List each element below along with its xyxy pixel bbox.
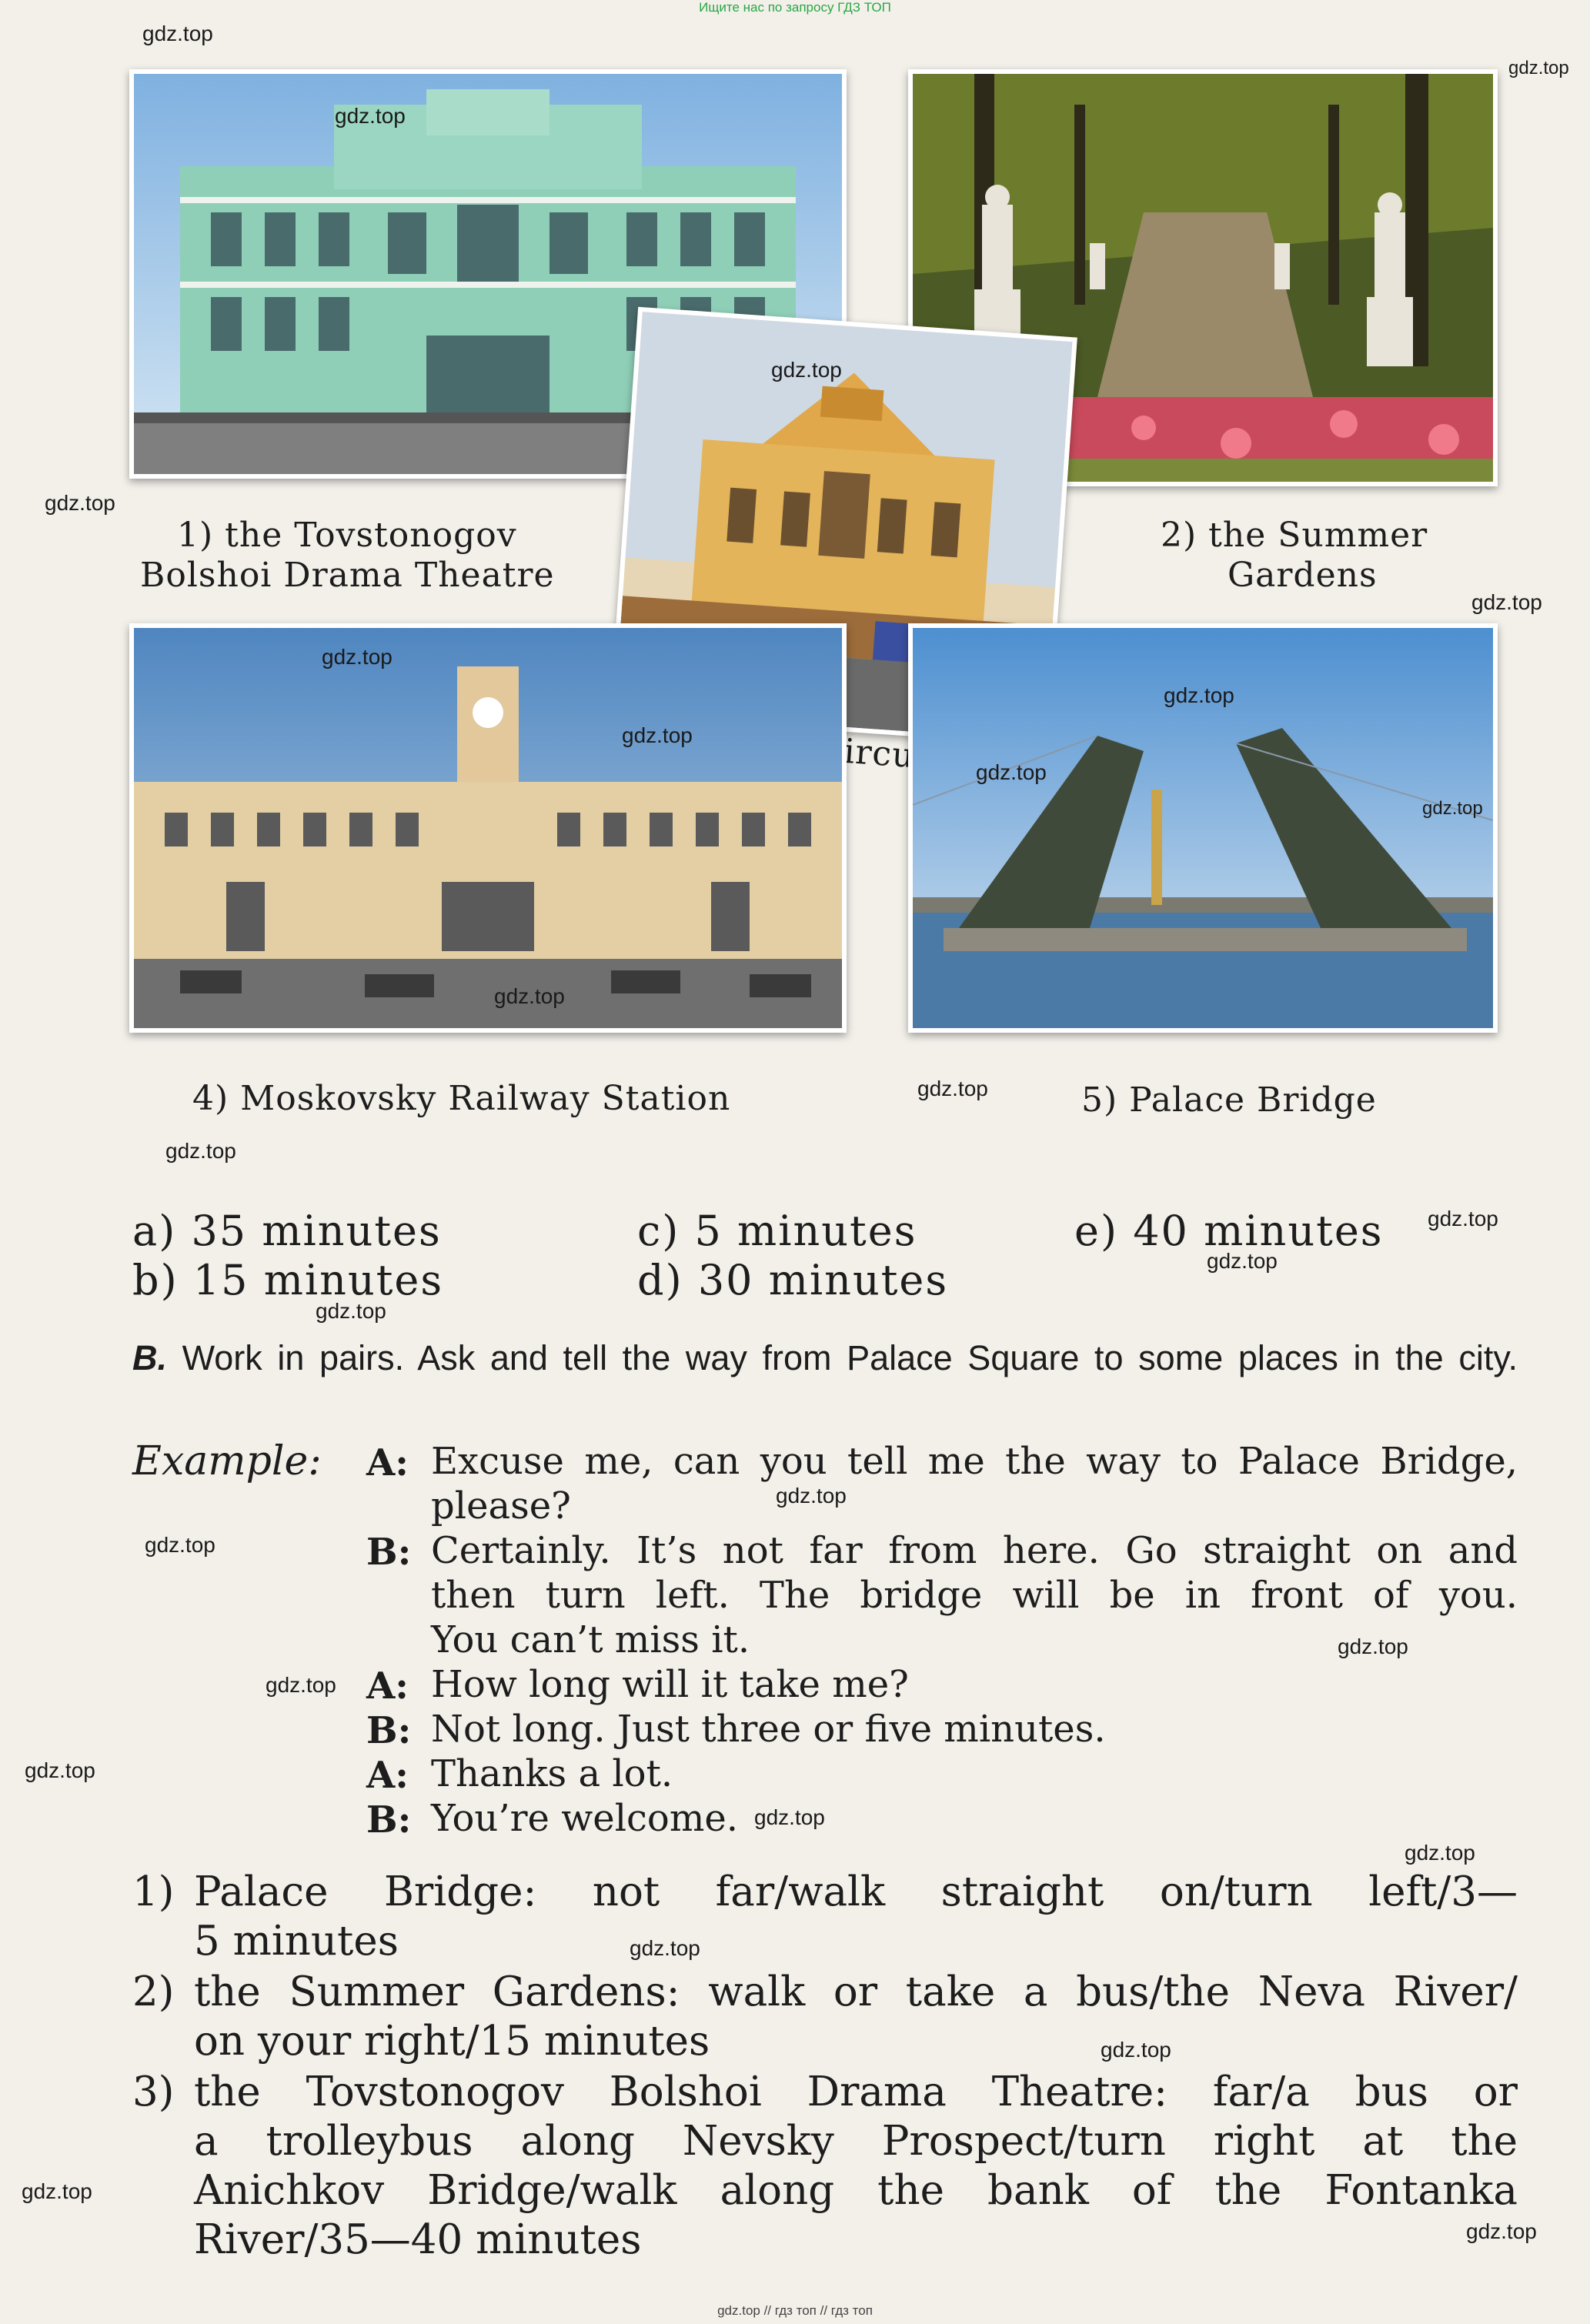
task-b-text: Work in pairs. Ask and tell the way from Palace Square to some places in the city. (182, 1338, 1518, 1377)
dialogue-line: You can’t miss it. (431, 1618, 750, 1661)
option-c: c) 5 minutes (637, 1207, 917, 1255)
photo-caption: Gardens (1228, 556, 1378, 595)
speaker: A: (366, 1754, 409, 1797)
watermark: gdz.top (1466, 2219, 1537, 2243)
item-text: Anichkov Bridge/walk along the bank of the Fontanka (194, 2167, 1518, 2214)
watermark: gdz.top (1338, 1634, 1408, 1658)
speaker: A: (366, 1665, 409, 1708)
dialogue-line: please? (431, 1484, 571, 1528)
dialogue-line: then turn left. The bridge will be in front of you. (431, 1574, 1518, 1617)
speaker: B: (366, 1798, 412, 1842)
watermark: gdz.top (1422, 798, 1483, 819)
option-b: b) 15 minutes (132, 1256, 444, 1304)
watermark: gdz.top (754, 1805, 825, 1829)
watermark: gdz.top (622, 723, 693, 747)
watermark: gdz.top (45, 491, 115, 515)
option-d: d) 30 minutes (637, 1256, 949, 1304)
option-e: e) 40 minutes (1074, 1207, 1384, 1255)
speaker: A: (366, 1441, 409, 1484)
task-b (132, 1337, 1518, 1379)
task-b-label: B. (132, 1338, 167, 1377)
photo-caption: Palace Bridge (1129, 1080, 1377, 1120)
watermark: gdz.top (1405, 1841, 1475, 1865)
item-text: a trolleybus along Nevsky Prospect/turn right at the (194, 2118, 1518, 2165)
item-text: the Summer Gardens: walk or take a bus/the Neva River/ (194, 1968, 1518, 2015)
search-hint: Ищите нас по запросу ГДЗ ТОП (699, 0, 891, 15)
dialogue-line: You’re welcome. (431, 1797, 738, 1840)
item-number: 1) (132, 1868, 175, 1915)
watermark: gdz.top (1428, 1207, 1498, 1230)
watermark: gdz.top (25, 1758, 95, 1782)
footer-note: gdz.top // гдз топ // гдз топ (717, 2303, 873, 2318)
photo-caption: Moskovsky Railway Station (240, 1079, 731, 1118)
watermark: gdz.top (1508, 58, 1569, 78)
item-text: the Tovstonogov Bolshoi Drama Theatre: far/a bus or (194, 2069, 1518, 2115)
item-text: 5 minutes (194, 1918, 399, 1965)
watermark: gdz.top (771, 358, 842, 382)
watermark: gdz.top (1164, 683, 1234, 707)
watermark: gdz.top (976, 760, 1047, 784)
watermark: gdz.top (22, 2179, 92, 2203)
photo-number: 4) (192, 1079, 229, 1118)
speaker: B: (366, 1531, 412, 1574)
dialogue-line: How long will it take me? (431, 1663, 909, 1706)
photo-number: 1) (177, 516, 214, 555)
watermark: gdz.top (266, 1673, 336, 1697)
dialogue-line: Certainly. It’s not far from here. Go straight on and (431, 1529, 1518, 1572)
item-text: Palace Bridge: not far/walk straight on/turn left/3— (194, 1868, 1518, 1915)
watermark: gdz.top (145, 1533, 215, 1557)
watermark: gdz.top (322, 645, 392, 669)
photo-number: 5) (1081, 1080, 1118, 1120)
photo-caption: the Tovstonogov (225, 516, 517, 555)
watermark: gdz.top (1101, 2038, 1171, 2062)
photo-number: 2) (1161, 516, 1198, 555)
watermark: gdz.top (1471, 590, 1542, 614)
dialogue-line: Excuse me, can you tell me the way to Palace Bridge, (431, 1440, 1518, 1483)
option-a: a) 35 minutes (132, 1207, 442, 1255)
watermark: gdz.top (917, 1077, 988, 1100)
watermark: gdz.top (165, 1139, 236, 1163)
photo-caption: Bolshoi Drama Theatre (140, 556, 555, 595)
dialogue-line: Thanks a lot. (431, 1752, 673, 1795)
watermark: gdz.top (630, 1936, 700, 1960)
watermark: gdz.top (1207, 1249, 1278, 1273)
item-text: River/35—40 minutes (194, 2216, 642, 2263)
photo-railway-station (129, 623, 847, 1033)
item-text: on your right/15 minutes (194, 2018, 710, 2065)
item-number: 2) (132, 1968, 175, 2015)
photo-caption: Circus (816, 730, 934, 777)
example-label: Example: (132, 1438, 322, 1484)
dialogue-line: Not long. Just three or five minutes. (431, 1708, 1106, 1751)
watermark: gdz.top (142, 22, 213, 45)
photo-caption: the Summer (1208, 516, 1428, 555)
watermark: gdz.top (316, 1299, 386, 1323)
item-number: 3) (132, 2069, 175, 2115)
watermark: gdz.top (494, 984, 565, 1008)
watermark: gdz.top (335, 104, 406, 128)
speaker: B: (366, 1709, 412, 1752)
watermark: gdz.top (776, 1484, 847, 1508)
